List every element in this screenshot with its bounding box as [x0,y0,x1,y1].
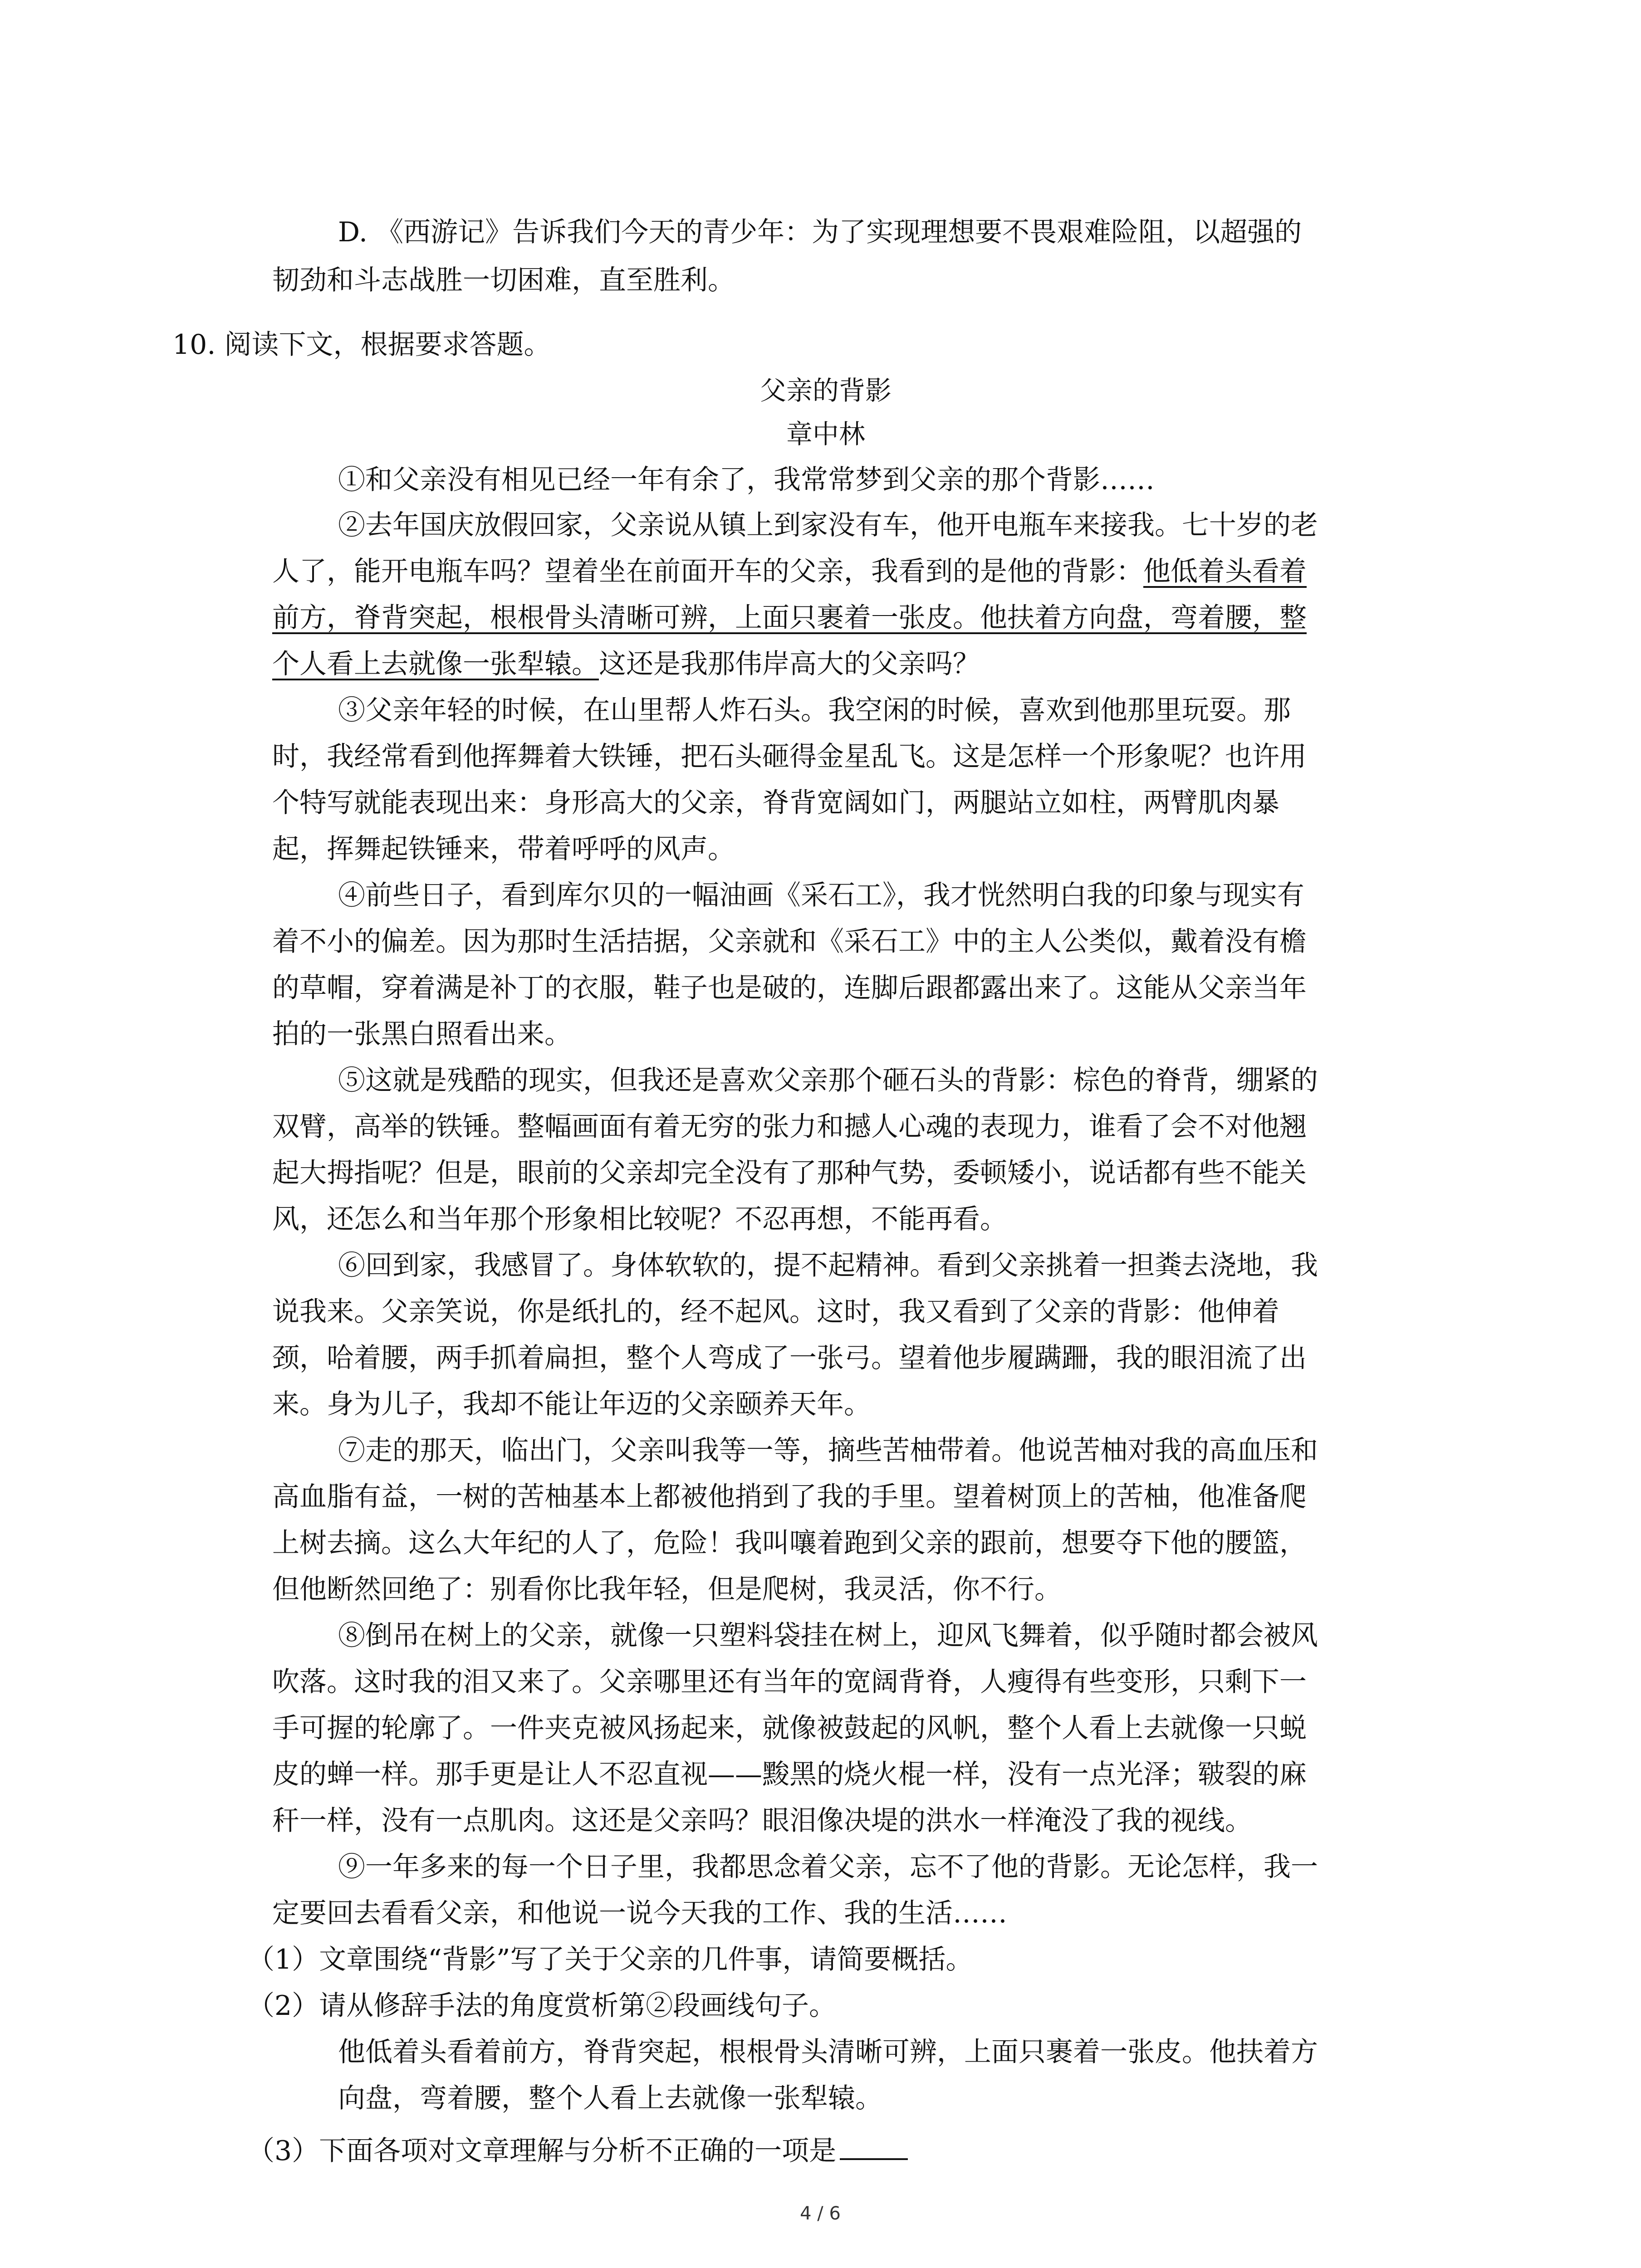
sub-question-2-quote-line-1: 他低着头看着前方，脊背突起，根根骨头清晰可辨，上面只裹着一张皮。他扶着方 [338,2036,1318,2068]
paragraph-7-line-1: ⑦走的那天，临出门，父亲叫我等一等，摘些苦柚带着。他说苦柚对我的高血压和 [338,1435,1318,1466]
underlined-sentence-part-1: 他低着头看着 [1143,556,1307,587]
underlined-sentence-part-2: 前方，脊背突起，根根骨头清晰可辨，上面只裹着一张皮。他扶着方向盘，弯着腰，整 [272,602,1307,634]
sub-question-2-quote-line-2: 向盘，弯着腰，整个人看上去就像一张犁辕。 [338,2082,882,2114]
paragraph-2-text: 人了，能开电瓶车吗？望着坐在前面开车的父亲，我看到的是他的背影： [272,556,1143,587]
sub-question-3-text: （3）下面各项对文章理解与分析不正确的一项是 [247,2135,837,2167]
paragraph-4-line-4: 拍的一张黑白照看出来。 [272,1018,572,1050]
paragraph-7-line-4: 但他断然回绝了：别看你比我年轻，但是爬树，我灵活，你不行。 [272,1574,1062,1605]
paragraph-3-line-4: 起，挥舞起铁锤来，带着呼呼的风声。 [272,833,735,865]
page-number: 4 / 6 [800,2203,841,2224]
paragraph-5-line-3: 起大拇指呢？但是，眼前的父亲却完全没有了那种气势，委顿矮小，说话都有些不能关 [272,1157,1307,1189]
paragraph-8-line-1: ⑧倒吊在树上的父亲，就像一只塑料袋挂在树上，迎风飞舞着，似乎随时都会被风 [338,1620,1318,1652]
sub-question-1: （1）文章围绕“背影”写了关于父亲的几件事，请简要概括。 [247,1944,973,1975]
article-author: 章中林 [786,419,865,450]
paragraph-3-line-2: 时，我经常看到他挥舞着大铁锤，把石头砸得金星乱飞。这是怎样一个形象呢？也许用 [272,741,1307,772]
paragraph-6-line-4: 来。身为儿子，我却不能让年迈的父亲颐养天年。 [272,1388,871,1420]
paragraph-6-line-1: ⑥回到家，我感冒了。身体软软的，提不起精神。看到父亲挑着一担粪去浇地，我 [338,1250,1318,1281]
paragraph-5-line-4: 风，还怎么和当年那个形象相比较呢？不忍再想，不能再看。 [272,1203,1007,1235]
paragraph-2-line-1: ②去年国庆放假回家，父亲说从镇上到家没有车，他开电瓶车来接我。七十岁的老 [338,509,1318,541]
paragraph-2-line-4 [272,650,980,678]
paragraph-9-line-1: ⑨一年多来的每一个日子里，我都思念着父亲，忘不了他的背影。无论怎样，我一 [338,1851,1318,1883]
paragraph-4-line-2: 着不小的偏差。因为那时生活拮据，父亲就和《采石工》中的主人公类似，戴着没有檐 [272,926,1307,958]
paragraph-1: ①和父亲没有相见已经一年有余了，我常常梦到父亲的那个背影…… [338,464,1155,496]
option-d-line-1: D. 《西游记》告诉我们今天的青少年：为了实现理想要不畏艰难险阻，以超强的 [338,216,1302,248]
paragraph-8-line-4: 皮的蝉一样。那手更是让人不忍直视——黢黑的烧火棍一样，没有一点光泽；皲裂的麻 [272,1759,1307,1790]
sub-question-2: （2）请从修辞手法的角度赏析第②段画线句子。 [247,1990,837,2022]
paragraph-4-line-3: 的草帽，穿着满是补丁的衣服，鞋子也是破的，连脚后跟都露出来了。这能从父亲当年 [272,972,1307,1004]
paragraph-8-line-2: 吹落。这时我的泪又来了。父亲哪里还有当年的宽阔背脊，人瘦得有些变形，只剩下一 [272,1666,1307,1698]
paragraph-9-line-2: 定要回去看看父亲，和他说一说今天我的工作、我的生活…… [272,1897,1007,1929]
paragraph-3-line-3: 个特写就能表现出来：身形高大的父亲，脊背宽阔如门，两腿站立如柱，两臂肌肉暴 [272,787,1279,819]
article-title: 父亲的背影 [759,375,892,406]
paragraph-3-line-1: ③父亲年轻的时候，在山里帮人炸石头。我空闲的时候，喜欢到他那里玩耍。那 [338,694,1291,726]
paragraph-6-line-3: 颈，哈着腰，两手抓着扁担，整个人弯成了一张弓。望着他步履蹒跚，我的眼泪流了出 [272,1342,1307,1374]
paragraph-8-line-5: 秆一样，没有一点肌肉。这还是父亲吗？眼泪像决堤的洪水一样淹没了我的视线。 [272,1805,1252,1837]
answer-blank[interactable] [840,2131,908,2160]
paragraph-2-line-2 [272,558,1307,585]
paragraph-2-question: 这还是我那伟岸高大的父亲吗？ [599,648,980,680]
question-10-prompt: 10. 阅读下文，根据要求答题。 [172,329,551,361]
paragraph-4-line-1: ④前些日子，看到库尔贝的一幅油画《采石工》，我才恍然明白我的印象与现实有 [338,880,1304,911]
paragraph-5-line-2: 双臂，高举的铁锤。整幅画面有着无穷的张力和撼人心魂的表现力，谁看了会不对他翘 [272,1111,1307,1143]
paragraph-8-line-3: 手可握的轮廓了。一件夹克被风扬起来，就像被鼓起的风帆，整个人看上去就像一只蜕 [272,1712,1307,1744]
paragraph-7-line-2: 高血脂有益，一树的苦柚基本上都被他捎到了我的手里。望着树顶上的苦柚，他准备爬 [272,1481,1307,1513]
underlined-sentence-part-3: 个人看上去就像一张犁辕。 [272,648,599,680]
sub-question-3 [247,2131,908,2165]
paragraph-6-line-2: 说我来。父亲笑说，你是纸扎的，经不起风。这时，我又看到了父亲的背影：他伸着 [272,1296,1279,1328]
option-d-line-2: 韧劲和斗志战胜一切困难，直至胜利。 [272,264,735,296]
paragraph-7-line-3: 上树去摘。这么大年纪的人了，危险！我叫嚷着跑到父亲的跟前，想要夺下他的腰篮， [272,1527,1307,1559]
paragraph-5-line-1: ⑤这就是残酷的现实，但我还是喜欢父亲那个砸石头的背影：棕色的脊背，绷紧的 [338,1065,1318,1096]
